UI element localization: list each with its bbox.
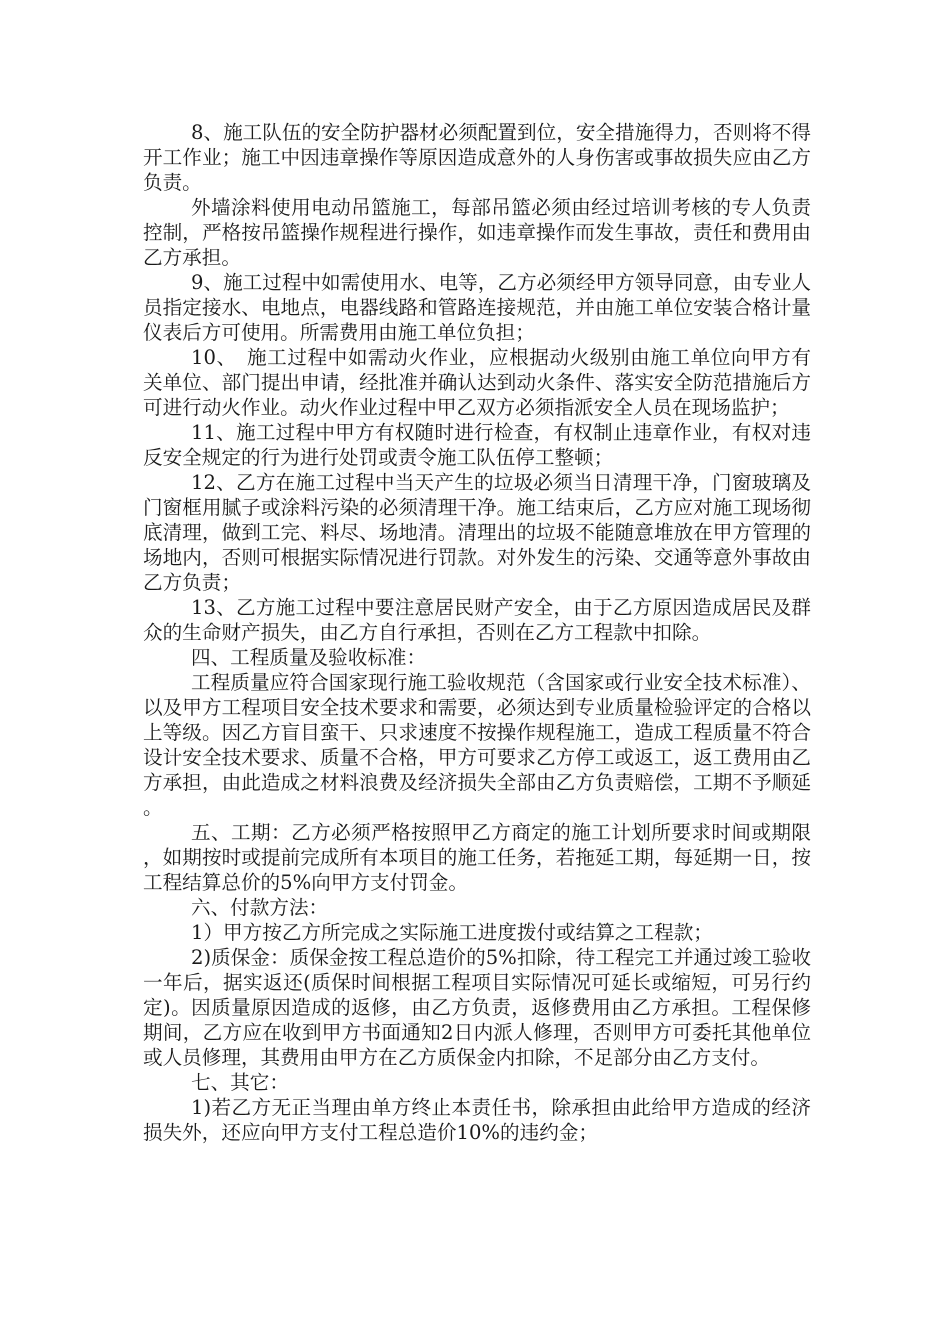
document-page	[143, 120, 811, 1145]
paragraph-item-10-hot-work: 10、 施工过程中如需动火作业，应根据动火级别由施工单位向甲方有关单位、部门提出申请，经批准并确认达到动火条件、落实安全防范措施后方可进行动火作业。动火作业过程中甲乙双方必须指派安全人员在现场监护；	[143, 346, 811, 419]
paragraph-payment-retention: 2)质保金：质保金按工程总造价的5%扣除，待工程完工并通过竣工验收一年后，据实返还(质保时间根据工程项目实际情况可延长或缩短，可另行约定)。因质量原因造成的返修，由乙方负责，返修费用由乙方承担。工程保修期间，乙方应在收到甲方书面通知2日内派人修理，否则甲方可委托其他单位或人员修理，其费用由甲方在乙方质保金内扣除，不足部分由乙方支付。	[143, 946, 811, 1069]
paragraph-item-9-water-electricity: 9、施工过程中如需使用水、电等，乙方必须经甲方领导同意，由专业人员指定接水、电地点，电器线路和管路连接规范，并由施工单位安装合格计量仪表后方可使用。所需费用由施工单位负担；	[143, 271, 811, 344]
paragraph-item-13-resident-property: 13、乙方施工过程中要注意居民财产安全，由于乙方原因造成居民及群众的生命财产损失，由乙方自行承担，否则在乙方工程款中扣除。	[143, 596, 811, 644]
section-heading-other: 七、其它：	[191, 1071, 289, 1094]
paragraph-item-12-cleanup: 12、乙方在施工过程中当天产生的垃圾必须当日清理干净，门窗玻璃及门窗框用腻子或涂料污染的必须清理干净。施工结束后，乙方应对施工现场彻底清理，做到工完、料尽、场地清。清理出的垃圾不能随意堆放在甲方管理的场地内，否则可根据实际情况进行罚款。对外发生的污染、交通等意外事故由乙方负责；	[143, 471, 811, 594]
paragraph-quality-standards: 工程质量应符合国家现行施工验收规范（含国家或行业安全技术标准）、以及甲方工程项目安全技术要求和需要，必须达到专业质量检验评定的合格以上等级。因乙方盲目蛮干、只求速度不按操作规程施工，造成工程质量不符合设计安全技术要求、质量不合格，甲方可要求乙方停工或返工，返工费用由乙方承担，由此造成之材料浪费及经济损失全部由乙方负责赔偿，工期不予顺延。	[143, 671, 811, 819]
paragraph-gondola-operation: 外墙涂料使用电动吊篮施工，每部吊篮必须由经过培训考核的专人负责控制，严格按吊篮操作规程进行操作，如违章操作而发生事故，责任和费用由乙方承担。	[143, 196, 811, 269]
paragraph-other-termination: 1)若乙方无正当理由单方终止本责任书，除承担由此给甲方造成的经济损失外，还应向甲方支付工程总造价10%的违约金；	[143, 1096, 811, 1144]
paragraph-schedule: 五、工期：乙方必须严格按照甲乙方商定的施工计划所要求时间或期限，如期按时或提前完成所有本项目的施工任务，若拖延工期，每延期一日，按工程结算总价的5%向甲方支付罚金。	[143, 821, 811, 894]
section-heading-payment: 六、付款方法：	[191, 896, 329, 919]
paragraph-payment-progress: 1）甲方按乙方所完成之实际施工进度拨付或结算之工程款；	[191, 921, 713, 944]
section-heading-quality: 四、工程质量及验收标准：	[191, 646, 427, 669]
paragraph-item-8-safety-equipment: 8、施工队伍的安全防护器材必须配置到位，安全措施得力，否则将不得开工作业；施工中因违章操作等原因造成意外的人身伤害或事故损失应由乙方负责。	[143, 121, 811, 194]
paragraph-item-11-inspection: 11、施工过程中甲方有权随时进行检查，有权制止违章作业，有权对违反安全规定的行为进行处罚或责令施工队伍停工整顿；	[143, 421, 811, 469]
